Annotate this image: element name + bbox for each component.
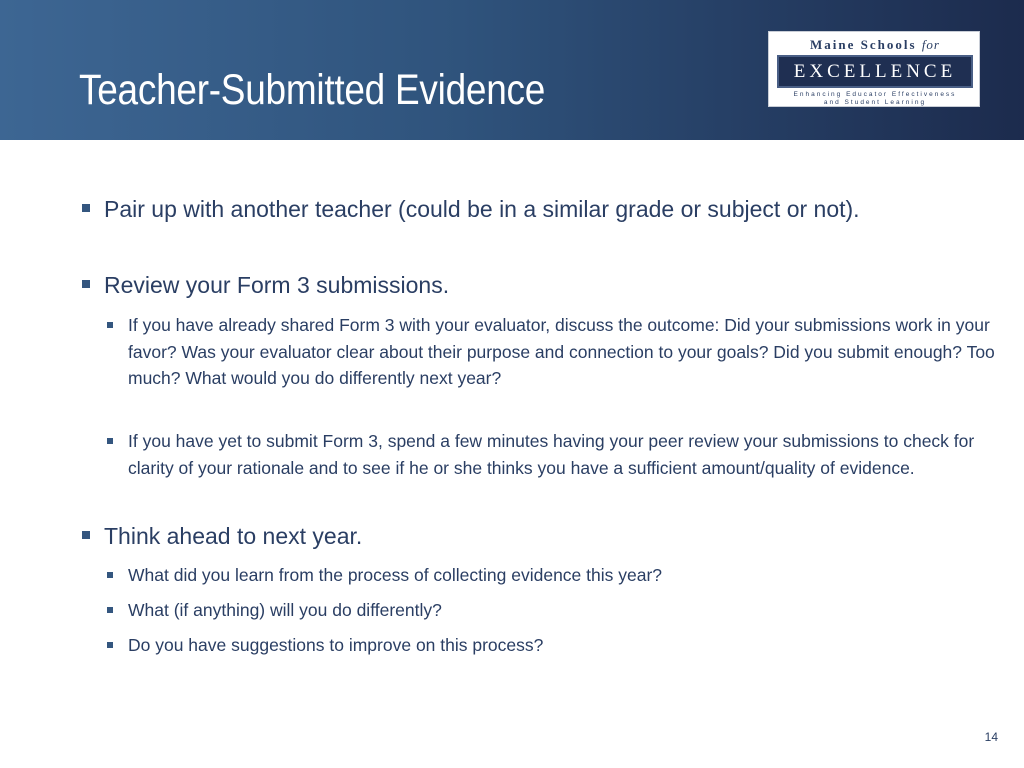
logo-tagline-2: and Student Learning <box>823 99 927 106</box>
bullet-pair-up: Pair up with another teacher (could be in a similar grade or subject or not). <box>104 196 860 222</box>
square-bullet-icon <box>107 322 113 328</box>
page-number: 14 <box>984 730 998 744</box>
bullet-already-shared: If you have already shared Form 3 with your evaluator, discuss the outcome: Did your submissions work in your favor? Was your evaluator clear about their purpose and connection to your goals? Did you submit enough? Too much? What would you do differently next year? <box>128 315 995 388</box>
bullet-review-form3: Review your Form 3 submissions. <box>104 272 450 298</box>
square-bullet-icon <box>107 642 113 648</box>
bullet-suggestions: Do you have suggestions to improve on this process? <box>128 635 544 655</box>
square-bullet-icon <box>82 204 90 212</box>
square-bullet-icon <box>107 438 113 444</box>
bullet-yet-to-submit: If you have yet to submit Form 3, spend a few minutes having your peer review your submissions to check for clarity of your rationale and to see if he or she thinks you have a sufficient amount/quality of evidence. <box>128 431 975 478</box>
logo-excellence-band: EXCELLENCE <box>777 55 973 88</box>
square-bullet-icon <box>107 572 113 578</box>
bullet-what-differently: What (if anything) will you do differently? <box>128 600 442 620</box>
logo-line1-text: Maine Schools <box>810 37 917 52</box>
slide-title: Teacher-Submitted Evidence <box>79 66 546 114</box>
logo-for-text: for <box>921 37 940 52</box>
square-bullet-icon <box>82 531 90 539</box>
square-bullet-icon <box>107 607 113 613</box>
bullet-think-ahead: Think ahead to next year. <box>104 523 363 549</box>
logo-tagline-1: Enhancing Educator Effectiveness <box>793 91 957 98</box>
bullet-what-learn: What did you learn from the process of collecting evidence this year? <box>128 565 663 585</box>
square-bullet-icon <box>82 280 90 288</box>
